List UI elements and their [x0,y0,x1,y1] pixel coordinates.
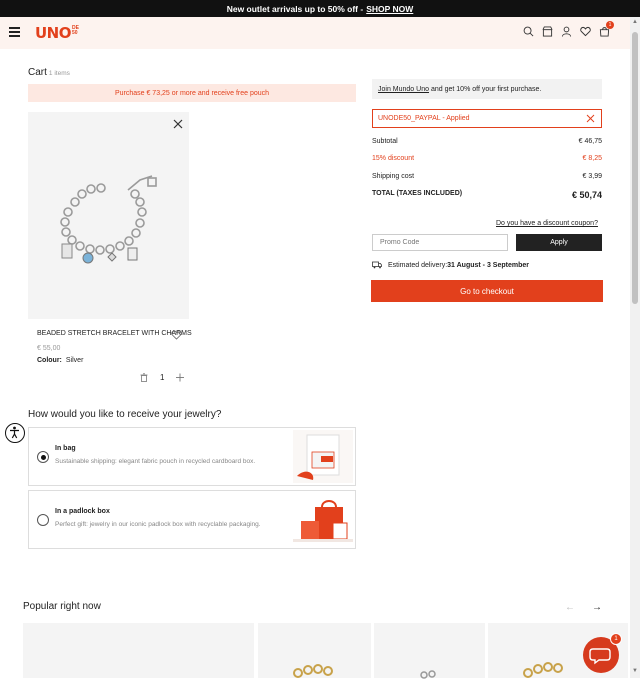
cart-title: Cart 1 items [28,67,70,78]
popular-title: Popular right now [23,601,101,612]
cart-count-badge: 1 [606,21,614,29]
padlock-box-image [293,493,353,546]
product-colour: Colour: Silver [37,357,84,364]
logo-suffix: DE 50 [72,25,79,36]
promo-text: New outlet arrivals up to 50% off - [226,3,364,14]
option-description: Perfect gift: jewelry in our iconic padlock box with recyclable packaging. [55,521,261,528]
discount-row: 15% discount € 8,25 [372,155,602,162]
option-description: Sustainable shipping: elegant fabric pouch in recycled cardboard box. [55,458,256,465]
user-icon[interactable] [561,26,572,37]
delivery-option-padlock-box[interactable] [28,490,356,549]
trash-icon[interactable] [140,373,148,382]
remove-coupon-icon[interactable] [586,114,595,123]
bracelet-image [28,112,189,319]
wishlist-icon[interactable] [580,26,591,37]
scroll-up-arrow[interactable]: ▲ [632,19,638,25]
promo-bar [0,0,640,17]
delivery-options-title: How would you like to receive your jewelry? [28,409,222,420]
quantity-value: 1 [160,373,165,382]
search-icon[interactable] [523,26,534,37]
estimated-delivery: Estimated delivery:31 August - 3 September [372,261,529,269]
quantity-stepper [140,373,184,382]
store-icon[interactable] [542,26,553,37]
discount-coupon-link[interactable]: Do you have a discount coupon? [496,220,598,227]
product-name[interactable]: BEADED STRETCH BRACELET WITH CHARMS [37,330,192,337]
add-to-wishlist-icon[interactable] [171,330,182,340]
cart-button[interactable] [599,22,612,37]
plus-icon[interactable] [176,373,184,382]
header [0,17,630,49]
shipping-row: Shipping cost € 3,99 [372,173,602,180]
join-banner: Join Mundo Uno and get 10% off your first purchase. [372,79,602,99]
checkout-button[interactable]: Go to checkout [371,280,603,302]
carousel-next-arrow[interactable]: → [592,602,602,613]
product-card[interactable] [374,623,485,678]
product-card[interactable] [23,623,254,678]
scrollbar-thumb[interactable] [632,32,638,304]
product-price: € 55,00 [37,345,61,352]
product-image[interactable] [28,112,189,319]
pouch-box-image [293,430,353,483]
apply-button[interactable]: Apply [516,234,602,251]
join-mundo-uno-link[interactable]: Join Mundo Uno [378,85,429,93]
shop-now-link[interactable]: SHOP NOW [366,3,414,14]
total-row: TOTAL (TAXES INCLUDED) € 50,74 [372,190,602,200]
option-title: In a padlock box [55,508,110,515]
padlock-radio[interactable] [37,514,49,526]
option-title: In bag [55,445,76,452]
chat-badge: 1 [610,633,622,645]
product-card[interactable] [258,623,371,678]
applied-coupon: UNODE50_PAYPAL - Applied [372,109,602,128]
logo[interactable]: UNO [35,24,71,42]
delivery-option-bag[interactable] [28,427,356,486]
subtotal-row: Subtotal € 46,75 [372,138,602,145]
truck-icon [372,261,382,269]
remove-item-icon[interactable] [173,119,183,129]
promo-code-input[interactable] [372,234,508,251]
carousel-prev-arrow[interactable]: ← [565,602,575,613]
accessibility-icon[interactable] [5,423,25,443]
cart-item-count: 1 items [48,70,70,77]
free-pouch-banner: Purchase € 73,25 or more and receive free pouch [28,84,356,102]
menu-icon[interactable] [9,27,20,37]
header-icons [523,22,612,37]
scroll-down-arrow[interactable]: ▼ [632,668,638,674]
bag-radio[interactable] [37,451,49,463]
